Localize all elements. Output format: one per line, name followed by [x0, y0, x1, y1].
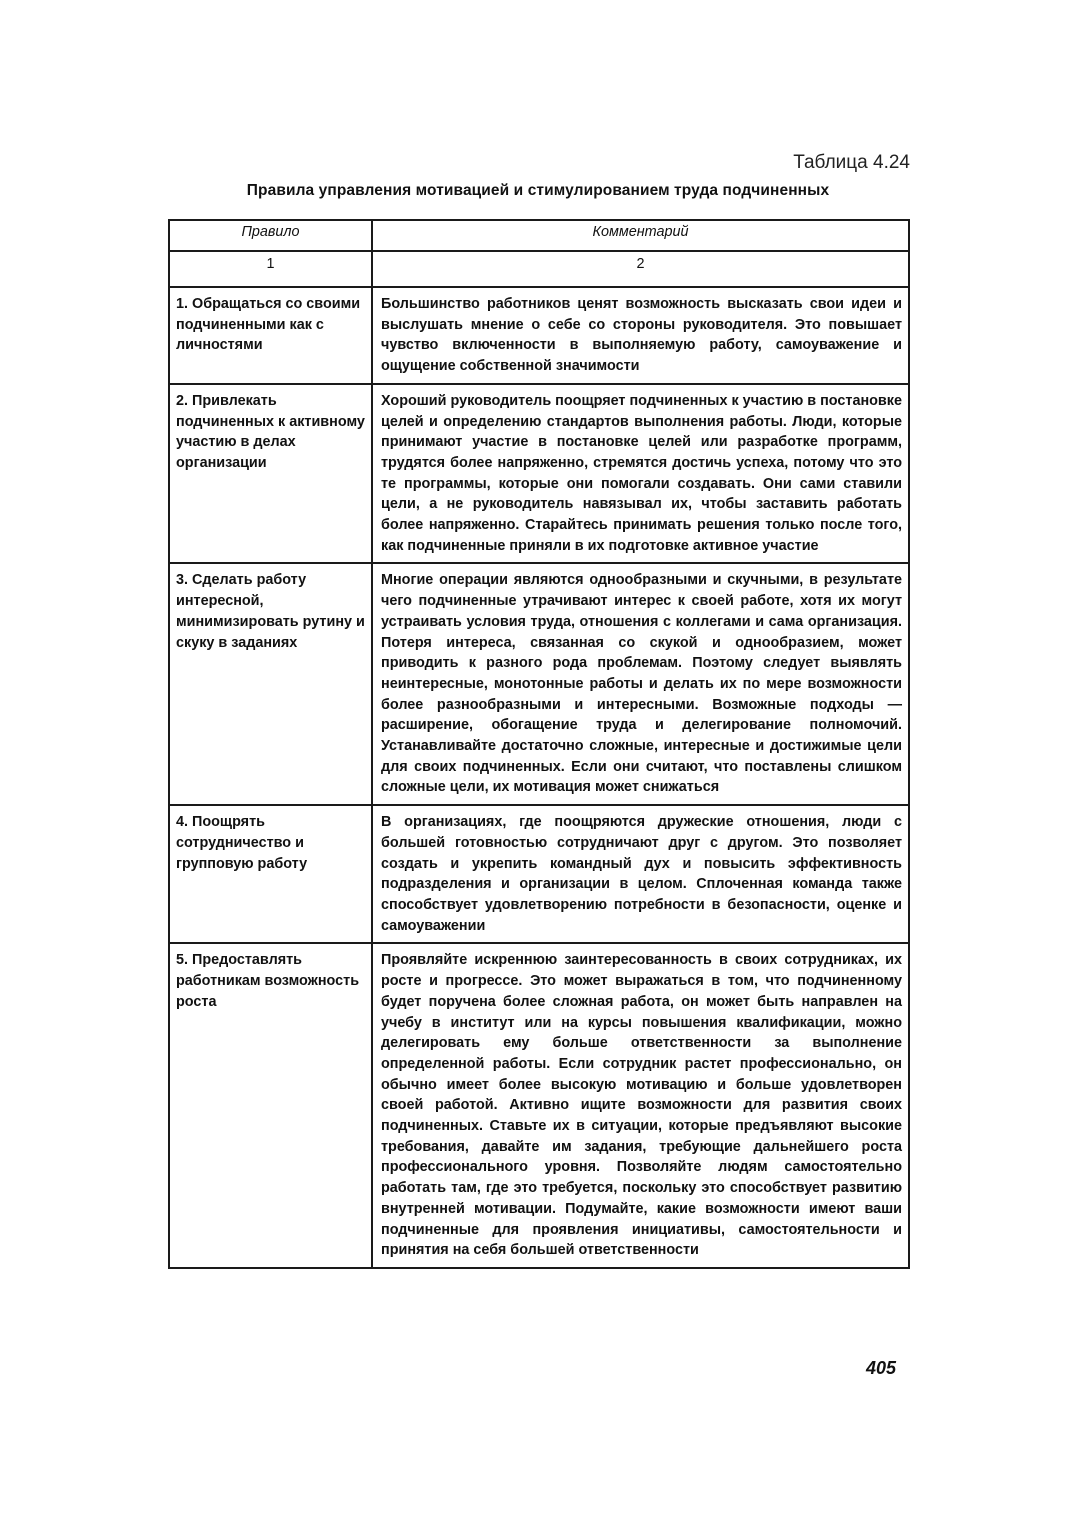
table-row — [169, 805, 909, 943]
comment-cell: Хороший руководитель поощряет подчиненных к участию в постановке целей и определению стандартов выполнения работы. Люди, которые принимают участие в постановке целей или разработке программ, трудятся более напряженно, стремятся достичь успеха, потому что это те программы, которые они помогали создавать. Они сами ставили цели, а не руководитель навязывал их, чтобы заставить работать более напряженно. Старайтесь принимать решения только после того, как подчиненные приняли в их подготовке активное участие — [372, 384, 909, 564]
page-number: 405 — [866, 1358, 897, 1378]
table-row — [169, 943, 909, 1268]
comment-cell: Большинство работников ценят возможность высказать свои идеи и выслушать мнение о себе со стороны руководителя. Это повышает чувство включенности в выполняемую работу, самоуважение и ощущение собственной значимости — [372, 287, 909, 384]
rule-cell: 2. Привлекать подчиненных к активному участию в делах организации — [169, 384, 372, 564]
column-number-1: 1 — [169, 251, 372, 287]
column-header-rule: Правило — [169, 220, 372, 251]
rule-cell: 4. Поощрять сотрудничество и групповую работу — [169, 805, 372, 943]
table-title: Правила управления мотивацией и стимулированием труда подчиненных — [246, 182, 830, 199]
comment-cell: Проявляйте искреннюю заинтересованность в своих сотрудниках, их росте и прогрессе. Это может выражаться в том, что подчиненному будет поручена более сложная работа, он может быть направлен на учебу в институт или на курсы повышения квалификации, можно делегировать ему больше ответственности за выполнение определенной работы. Если сотрудник растет профессионально, он обычно имеет более высокую мотивацию и больше удовлетворен своей работой. Активно ищите возможности для развития своих подчиненных. Ставьте их в ситуации, которые предъявляют высокие требования, давайте им задания, требующие дальнейшего роста профессионального уровня. Позволяйте людям самостоятельно работать там, где это требуется, поскольку это способствует развитию внутренней мотивации. Подумайте, какие возможности имеют ваши подчиненные для проявления инициативы, самостоятельности и принятия на себя большей ответственности — [372, 943, 909, 1268]
rule-cell: 1. Обращаться со своими подчиненными как с личностями — [169, 287, 372, 384]
column-header-comment: Комментарий — [372, 220, 909, 251]
rule-cell: 3. Сделать работу интересной, минимизировать рутину и скуку в заданиях — [169, 563, 372, 805]
rule-cell: 5. Предоставлять работникам возможность роста — [169, 943, 372, 1268]
header-row — [169, 220, 909, 251]
comment-cell: В организациях, где поощряются дружеские отношения, люди с большей готовностью сотрудничают друг с другом. Это позволяет создать и укрепить командный дух и повысить эффективность подразделения и организации в целом. Сплоченная команда также способствует удовлетворению потребности в безопасности, оценке и самоуважении — [372, 805, 909, 943]
comment-cell: Многие операции являются однообразными и скучными, в результате чего подчиненные утрачивают интерес к своей работе, хотя их могут устраивать условия труда, отношения с коллегами и сама организация. Потеря интереса, связанная со скукой и однообразием, может приводить к разного рода проблемам. Поэтому следует выявлять неинтересные, монотонные работы и делать их по мере возможности более разнообразными и интересными. Возможные подходы — расширение, обогащение труда и делегирование полномочий. Устанавливайте достаточно сложные, интересные и достижимые цели для своих подчиненных. Если они считают, что поставлены слишком сложные цели, их мотивация может снижаться — [372, 563, 909, 805]
column-number-row — [169, 251, 909, 287]
table-label: Таблица 4.24 — [793, 152, 910, 173]
table-caption — [168, 152, 908, 200]
column-number-2: 2 — [372, 251, 909, 287]
table-row — [169, 384, 909, 564]
table-row — [169, 287, 909, 384]
rules-table — [168, 219, 910, 1269]
table-row — [169, 563, 909, 805]
